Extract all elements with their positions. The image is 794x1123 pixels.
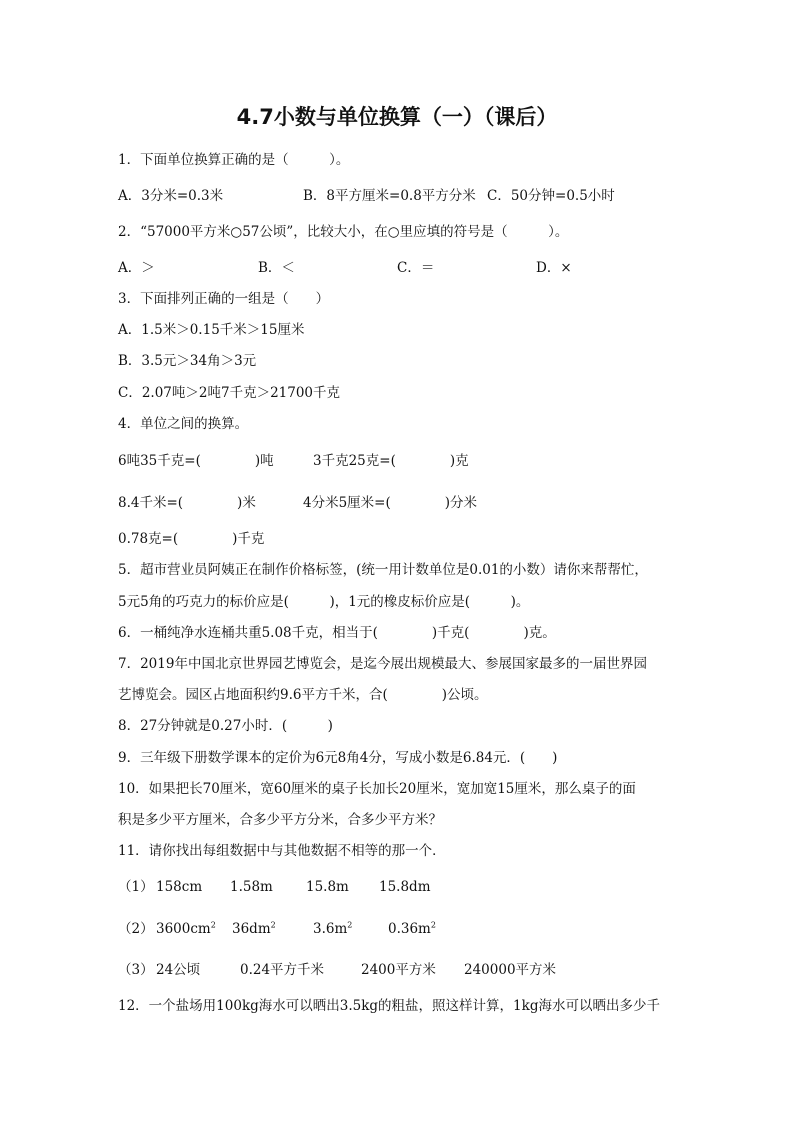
question-11-group-2-item-3 (313, 920, 352, 938)
question-11-group-2-label: （2） (118, 921, 154, 937)
question-11-group-2-item-1 (156, 920, 216, 938)
question-2-stem: 2．“57000平方米○57公顷”，比较大小，在○里应填的符号是（ ）。 (118, 224, 569, 240)
question-3-option-a: A．1.5米＞0.15千米＞15厘米 (118, 322, 305, 338)
question-11-group-3-item-4: 240000平方米 (464, 962, 557, 978)
question-11-group-3-label: （3） (118, 962, 154, 978)
question-4-item-4: 4分米5厘米=( )分米 (303, 495, 478, 511)
question-11-group-1-label: （1） (118, 879, 154, 895)
question-3-option-c: C．2.07吨＞2吨7千克＞21700千克 (118, 385, 341, 401)
question-4-item-5: 0.78克=( )千克 (118, 531, 265, 547)
question-3-option-b: B．3.5元＞34角＞3元 (118, 353, 257, 369)
item-exponent: 2 (210, 920, 216, 930)
question-4-item-2: 3千克25克=( )克 (313, 453, 469, 469)
question-2-option-a: A．＞ (118, 260, 155, 276)
question-11-group-3-item-2: 0.24平方千米 (240, 962, 325, 978)
question-11-group-2-item-2 (232, 920, 276, 938)
question-11-stem: 11．请你找出每组数据中与其他数据不相等的那一个． (118, 843, 446, 859)
question-12-line-1: 12．一个盐场用100kg海水可以晒出3.5kg的粗盐，照这样计算，1kg海水可以晒出多少千 (118, 998, 660, 1014)
question-11-group-1-item-1: 158cm (156, 879, 203, 895)
item-exponent: 2 (430, 920, 436, 930)
question-4-item-1: 6吨35千克=( )吨 (118, 453, 274, 469)
question-1-stem: 1．下面单位换算正确的是（ ）。 (118, 152, 350, 168)
question-11-group-1-item-4: 15.8dm (379, 879, 431, 895)
question-6-line-1: 6．一桶纯净水连桶共重5.08千克，相当于( )千克( )克。 (118, 625, 556, 641)
item-base: 0.36m (388, 921, 431, 937)
question-1-option-c: C．50分钟=0.5小时 (487, 188, 615, 204)
question-10-line-1: 10．如果把长70厘米，宽60厘米的桌子长加长20厘米，宽加宽15厘米，那么桌子的面 (118, 781, 636, 797)
question-7-line-1: 7．2019年中国北京世界园艺博览会，是迄今展出规模最大、参展国家最多的一届世界园 (118, 656, 647, 672)
question-8-line-1: 8．27分钟就是0.27小时．( ) (118, 718, 333, 734)
question-2-option-d: D．× (536, 260, 572, 276)
question-11-group-3-item-3: 2400平方米 (361, 962, 436, 978)
question-4-item-3: 8.4千米=( )米 (118, 495, 256, 511)
question-3-stem: 3．下面排列正确的一组是（ ） (118, 291, 330, 307)
page-title: 4.7小数与单位换算（一）（课后） (236, 105, 558, 129)
question-1-option-b: B．8平方厘米=0.8平方分米 (303, 188, 476, 204)
question-11-group-1-item-3: 15.8m (306, 879, 349, 895)
question-11-group-1-item-2: 1.58m (230, 879, 273, 895)
question-2-option-b: B．＜ (258, 260, 295, 276)
item-base: 36dm (232, 921, 271, 937)
question-9-line-1: 9．三年级下册数学课本的定价为6元8角4分，写成小数是6.84元．( ) (118, 750, 558, 766)
item-base: 3600cm (156, 921, 211, 937)
question-11-group-3-item-1: 24公顷 (156, 962, 201, 978)
item-exponent: 2 (270, 920, 276, 930)
question-10-line-2: 积是多少平方厘米，合多少平方分米，合多少平方米？ (118, 812, 442, 828)
question-2-option-c: C．＝ (397, 260, 435, 276)
question-11-group-2-item-4 (388, 920, 436, 938)
question-7-line-2: 艺博览会。园区占地面积约9.6平方千米，合( )公顷。 (118, 687, 488, 703)
item-exponent: 2 (347, 920, 353, 930)
question-1-option-a: A．3分米=0.3米 (118, 188, 224, 204)
question-4-stem: 4．单位之间的换算。 (118, 416, 249, 432)
item-base: 3.6m (313, 921, 348, 937)
question-5-line-1: 5．超市营业员阿姨正在制作价格标签，(统一用计数单位是0.01的小数）请你来帮帮忙， (118, 562, 648, 578)
question-5-line-2: 5元5角的巧克力的标价应是( )，1元的橡皮标价应是( )。 (118, 594, 530, 610)
